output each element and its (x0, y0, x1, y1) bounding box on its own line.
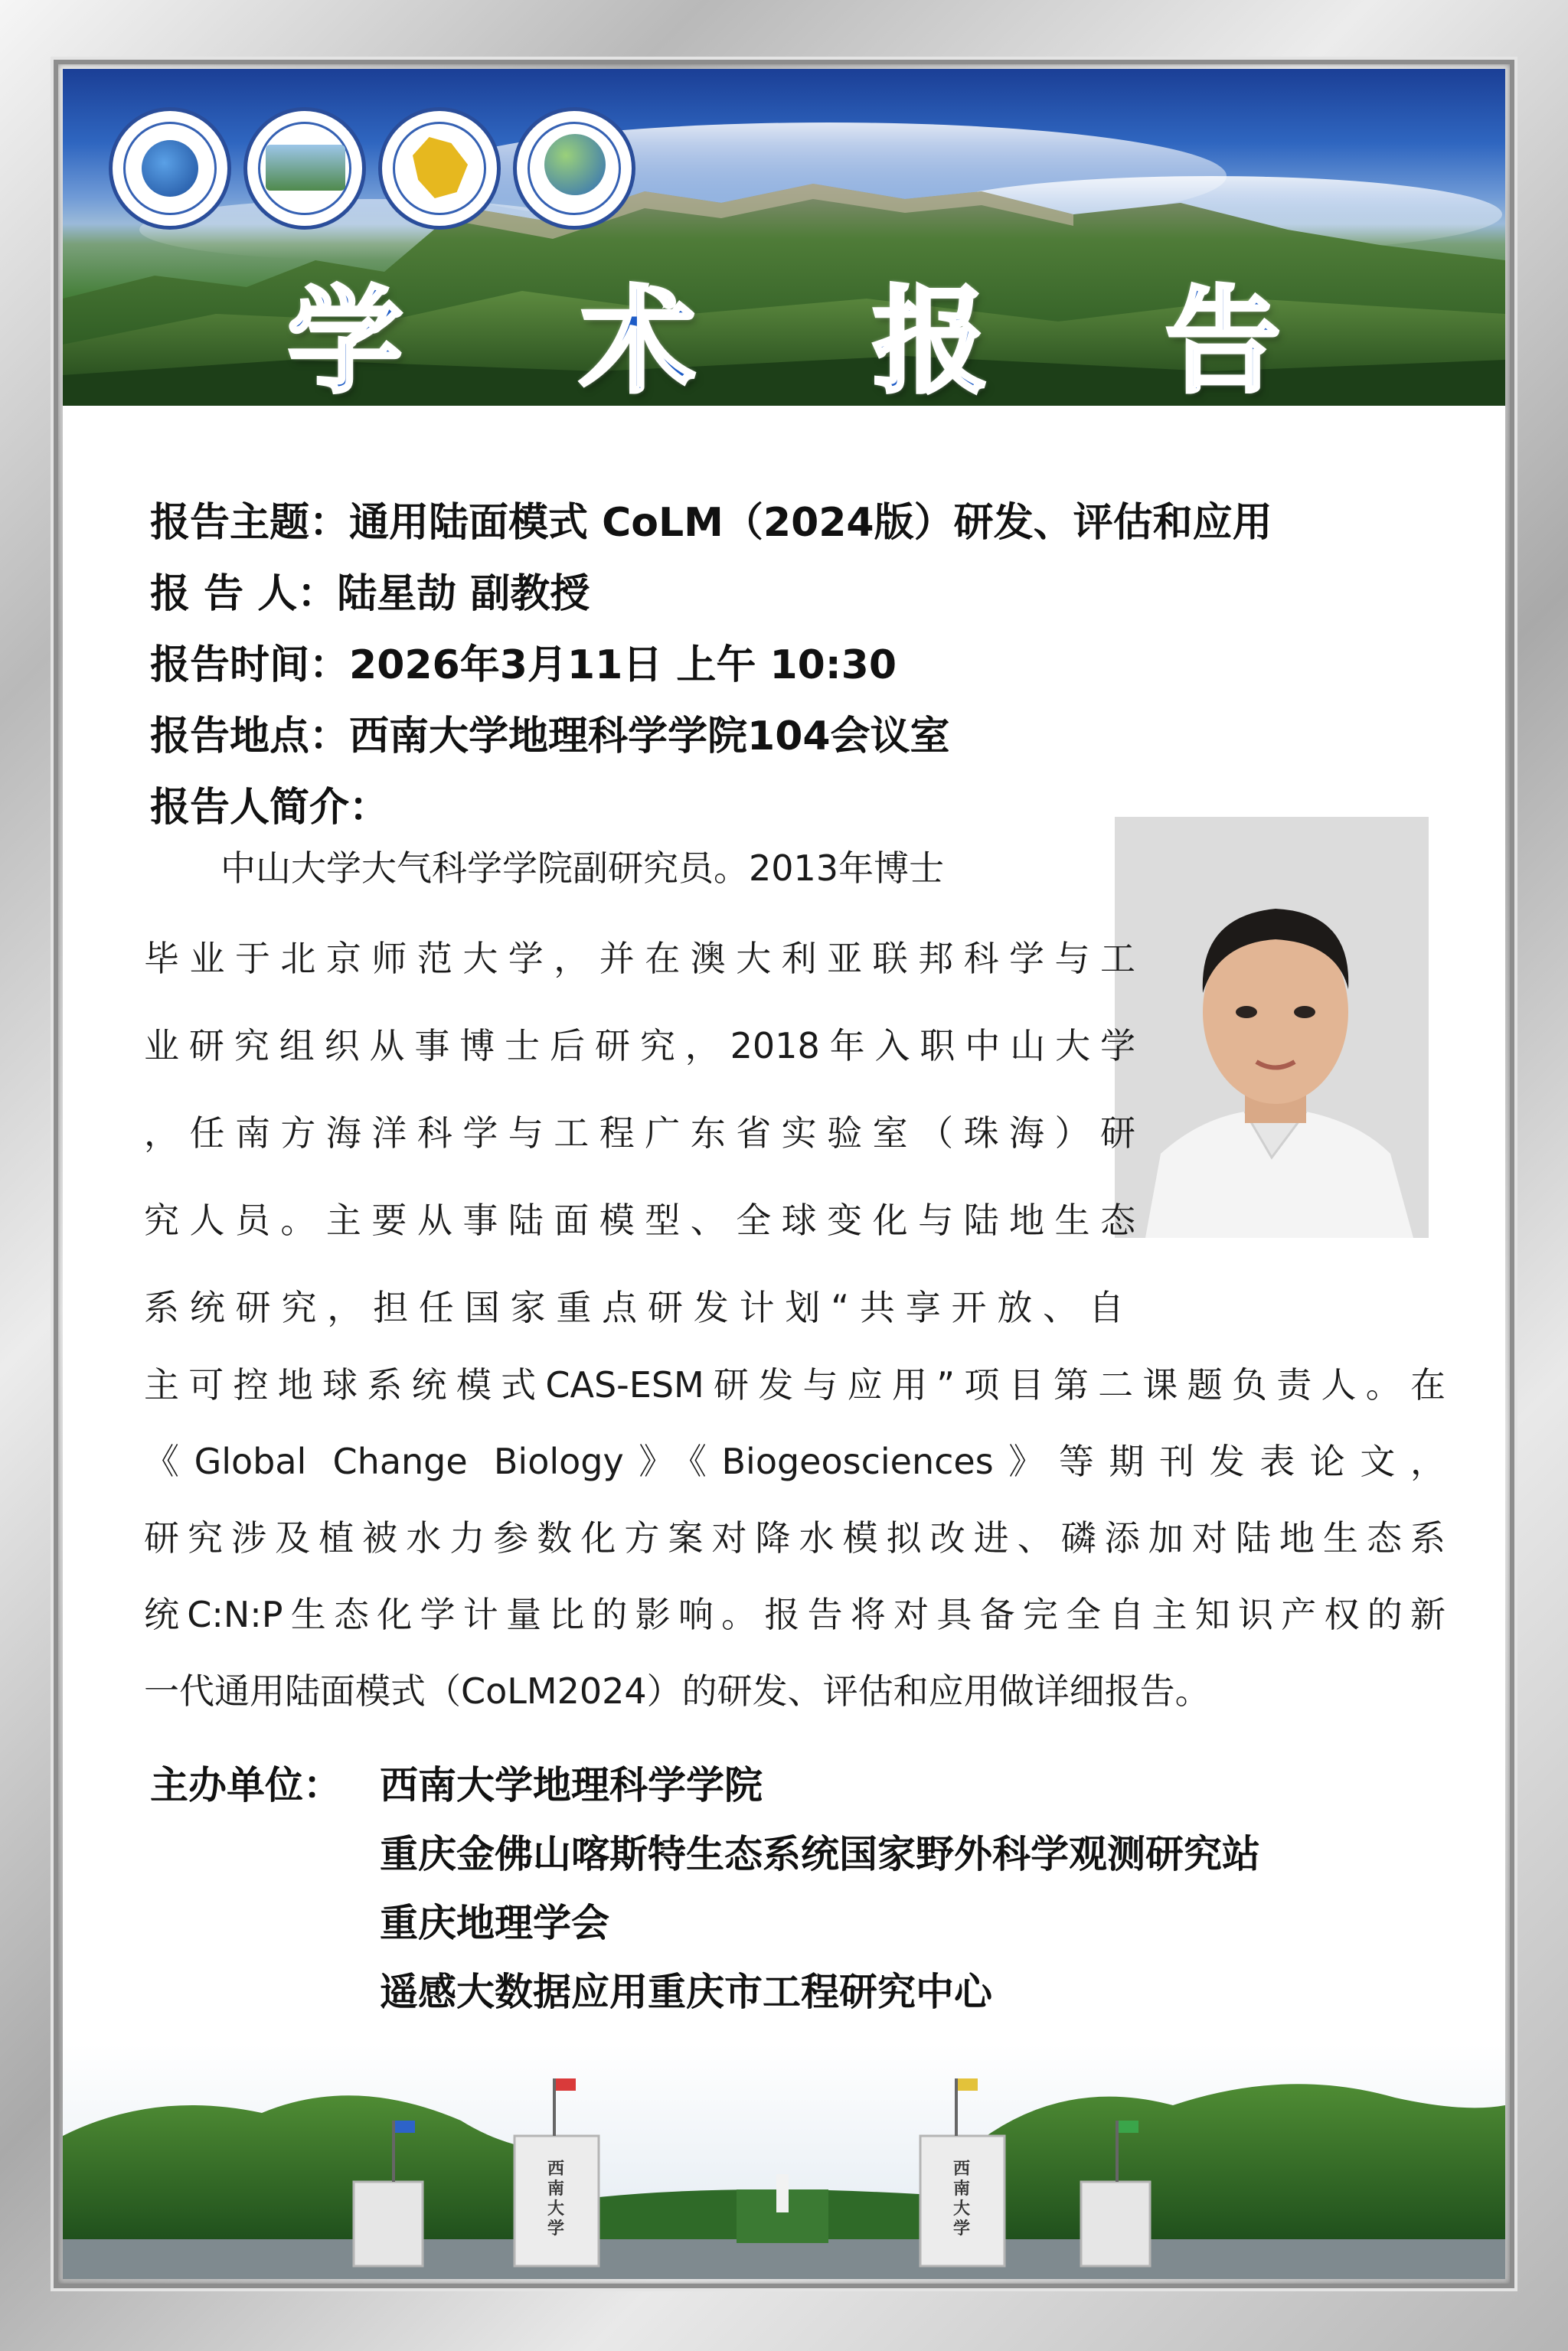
place-row (150, 704, 950, 761)
bio-line-8: 《Global Change Biology》《Biogeosciences》等期刊发表论文， (144, 1441, 1446, 1482)
bio-line-10: 统C:N:P生态化学计量比的影响。报告将对具备完全自主知识产权的新 (144, 1594, 1446, 1635)
organizer-1: 西南大学地理科学学院 (380, 1763, 763, 1807)
bio-line-2: 毕业于北京师范大学，并在澳大利亚联邦科学与工 (144, 938, 1135, 979)
time-label: 报告时间： (150, 642, 350, 688)
society-logo (109, 107, 231, 230)
bio-line-4: ，任南方海洋科学与工程广东省实验室（珠海）研 (144, 1112, 1135, 1154)
topic-value: 通用陆面模式 CoLM（2024版）研发、评估和应用 (349, 500, 1272, 546)
gate-inscription-left: 西南大学 (547, 2159, 565, 2238)
speaker-value: 陆星劼 副教授 (337, 571, 590, 617)
topic-label: 报告主题： (150, 500, 350, 546)
bio-line-1: 中山大学大气科学学院副研究员。2013年博士 (220, 847, 945, 889)
time-value: 2026年3月11日 上午 10:30 (349, 642, 897, 688)
logo-row (109, 107, 635, 230)
topic-row (150, 490, 1272, 547)
poster-title: 学 术 报 告 (287, 276, 1350, 406)
speaker-row (150, 561, 590, 619)
organizer-3: 重庆地理学会 (380, 1901, 609, 1945)
speaker-label: 报 告 人： (150, 571, 338, 617)
bio-line-6: 系统研究，担任国家重点研发计划“共享开放、自 (144, 1287, 1124, 1328)
chongqing-geographical-society-logo (378, 107, 501, 230)
poster (63, 69, 1505, 2279)
organizer-2: 重庆金佛山喀斯特生态系统国家野外科学观测研究站 (380, 1832, 1260, 1876)
bio-line-9: 研究涉及植被水力参数化方案对降水模拟改进、磷添加对陆地生态系 (144, 1517, 1446, 1559)
place-label: 报告地点： (150, 713, 350, 759)
organizer-4: 遥感大数据应用重庆市工程研究中心 (380, 1970, 992, 2014)
header-banner (63, 69, 1505, 406)
speaker-photo (1115, 817, 1429, 1238)
jinfo-karst-station-logo (243, 107, 366, 230)
place-value: 西南大学地理科学学院104会议室 (349, 713, 950, 759)
bio-line-7: 主可控地球系统模式CAS-ESM研发与应用”项目第二课题负责人。在 (144, 1364, 1446, 1406)
remote-sensing-big-data-center-logo (513, 107, 635, 230)
bio-line-11: 一代通用陆面模式（CoLM2024）的研发、评估和应用做详细报告。 (144, 1670, 1210, 1712)
gate-inscription-right: 西南大学 (953, 2159, 971, 2238)
bio-label: 报告人简介： (150, 785, 390, 831)
organizers-label: 主办单位： (150, 1763, 341, 1807)
campus-gate-photo (63, 2044, 1505, 2279)
bio-line-5: 究人员。主要从事陆面模型、全球变化与陆地生态 (144, 1200, 1135, 1241)
bio-line-3: 业研究组织从事博士后研究，2018年入职中山大学 (144, 1025, 1135, 1066)
time-row (150, 632, 897, 690)
bio-heading-row (150, 775, 389, 832)
